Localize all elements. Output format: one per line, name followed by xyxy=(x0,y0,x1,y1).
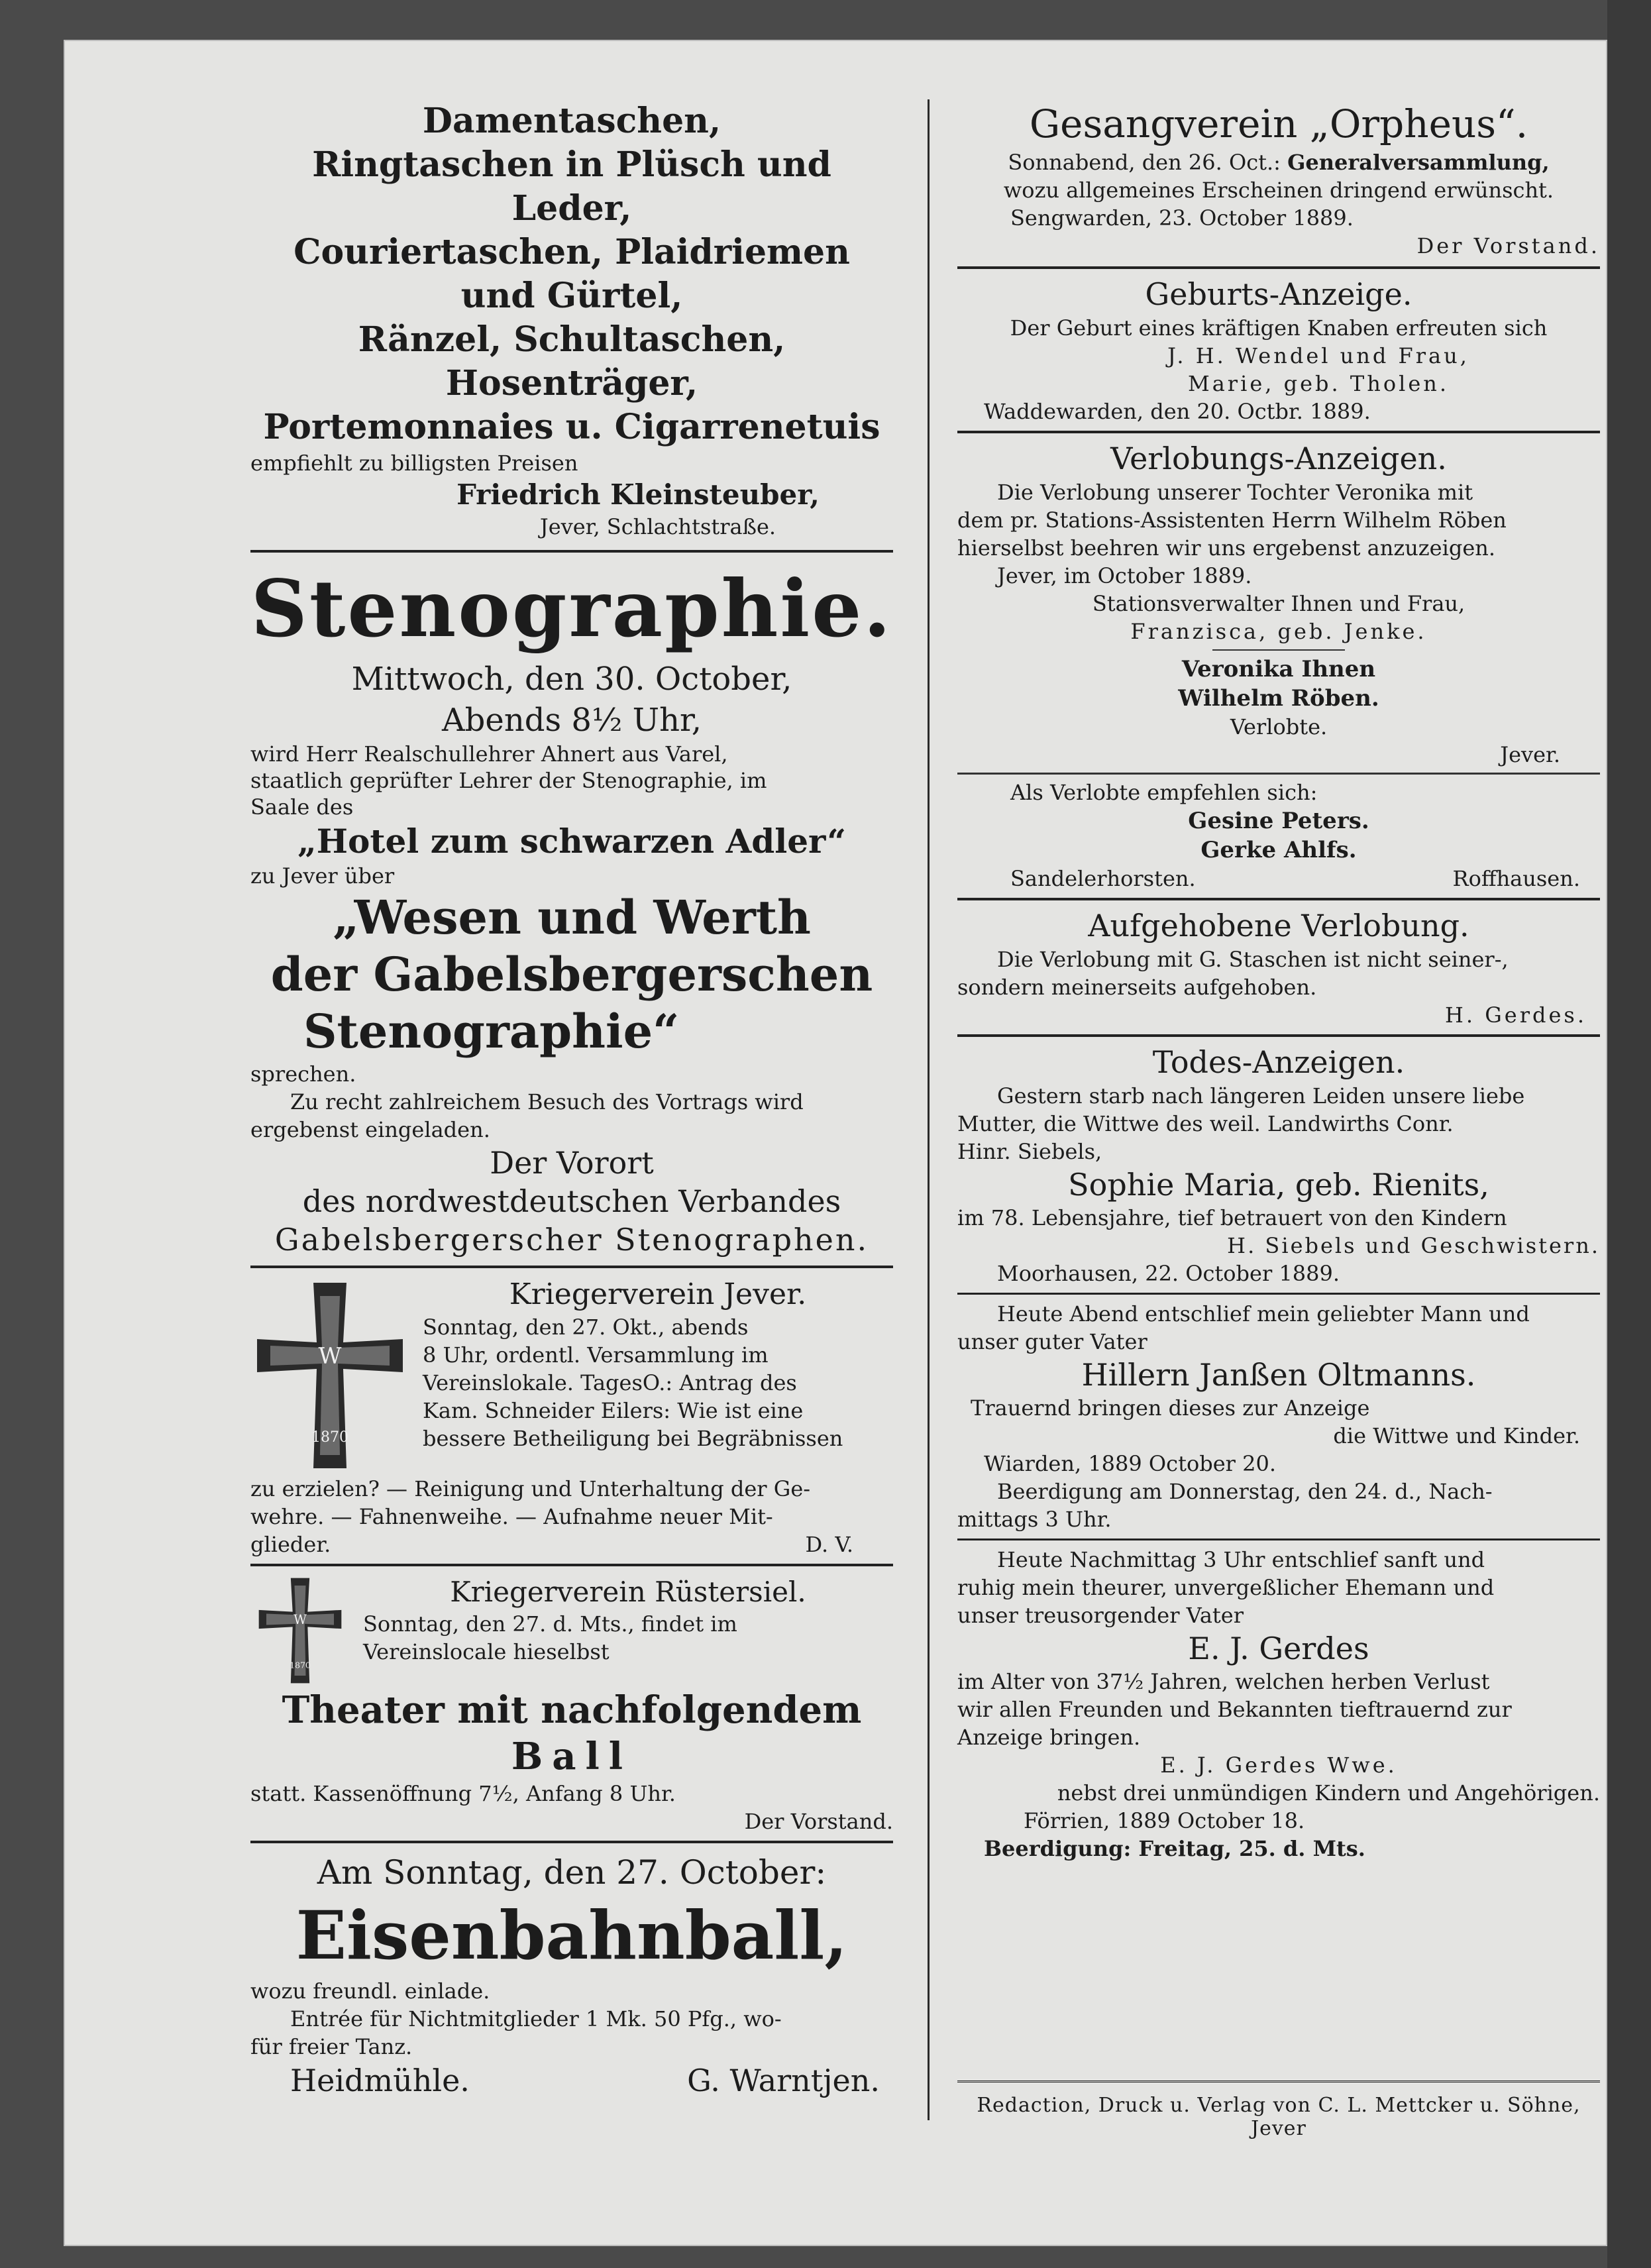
ad-line: wir allen Freunden und Bekannten tieftrauernd zur xyxy=(957,1697,1512,1722)
ad-aufgehobene-verlobung xyxy=(957,898,1600,1034)
ad-line: die Wittwe und Kinder. xyxy=(1333,1423,1580,1448)
deceased-name: Hillern Janßen Oltmanns. xyxy=(1081,1357,1476,1393)
event-headline: Theater mit nachfolgendem xyxy=(282,1688,862,1732)
ad-place: Jever. xyxy=(1500,742,1560,767)
footer-rule xyxy=(957,2080,1600,2082)
ad-line: Sengwarden, 23. October 1889. xyxy=(1010,205,1354,231)
merchant-address: Jever, Schlachtstraße. xyxy=(539,514,776,539)
ad-line: Couriertaschen, Plaidriemen xyxy=(293,232,850,272)
ad-line: Sonnabend, den 26. Oct.: xyxy=(1008,150,1281,175)
ad-stenographie xyxy=(250,550,893,1266)
lecture-title: der Gabelsbergerschen xyxy=(270,947,873,1002)
ad-line: Kam. Schneider Eilers: Wie ist eine xyxy=(423,1398,804,1423)
ad-line: H. Siebels und Geschwistern. xyxy=(1227,1233,1600,1258)
ad-body xyxy=(250,1276,893,1475)
ad-line: Sonntag, den 27. Okt., abends xyxy=(423,1315,749,1340)
ad-line: Die Verlobung mit G. Staschen ist nicht seiner-, xyxy=(997,947,1509,972)
ad-line: Vereinslocale hieselbst xyxy=(363,1639,610,1664)
ad-line: Zu recht zahlreichem Besuch des Vortrags wird xyxy=(290,1089,804,1114)
ad-line: Als Verlobte empfehlen sich: xyxy=(1010,780,1318,805)
lecture-title: Stenographie“ xyxy=(303,1004,680,1059)
event-headline: Ball xyxy=(511,1735,633,1778)
ad-title: Geburts-Anzeige. xyxy=(1145,276,1412,312)
ad-line: Damentaschen, xyxy=(422,101,721,141)
ad-line: staatlich geprüfter Lehrer der Stenographie, im xyxy=(250,768,767,793)
ad-signature: H. Gerdes. xyxy=(1444,1002,1587,1028)
ad-line: zu Jever über xyxy=(250,863,395,889)
ad-gerdes xyxy=(957,1539,1600,1863)
iron-cross-icon xyxy=(250,1574,350,1687)
ad-line: unser guter Vater xyxy=(957,1329,1147,1354)
betrothed-name: Veronika Ihnen xyxy=(1181,656,1376,682)
ad-line: im 78. Lebensjahre, tief betrauert von den Kindern xyxy=(957,1205,1507,1230)
lecture-title: „Wesen und Werth xyxy=(333,890,811,945)
ad-line: wird Herr Realschullehrer Ahnert aus Varel, xyxy=(250,741,728,767)
ad-line: Hinr. Siebels, xyxy=(957,1139,1102,1164)
ad-line: Förrien, 1889 October 18. xyxy=(1024,1808,1305,1833)
ad-orpheus xyxy=(957,99,1600,266)
ad-line: ruhig mein theurer, unvergeßlicher Ehemann und xyxy=(957,1575,1495,1600)
ad-headline: Eisenbahnball, xyxy=(295,1896,848,1974)
ad-line: Heute Nachmittag 3 Uhr entschlief sanft und xyxy=(997,1547,1485,1572)
ad-title: Kriegerverein Rüstersiel. xyxy=(450,1576,806,1608)
cross-letter: W xyxy=(293,1611,307,1627)
ad-signature: E. J. Gerdes Wwe. xyxy=(1160,1753,1397,1778)
ad-title: Gesangverein „Orpheus“. xyxy=(1029,101,1528,146)
ad-place: Heidmühle. xyxy=(290,2063,470,2098)
betrothed-name: Gerke Ahlfs. xyxy=(1200,837,1357,863)
ad-line: Jever, im October 1889. xyxy=(997,563,1252,588)
ad-line: Ringtaschen in Plüsch und Leder, xyxy=(312,144,831,229)
ad-line: sprechen. xyxy=(250,1061,356,1087)
ad-title: Aufgehobene Verlobung. xyxy=(1088,908,1469,944)
ad-signature: Der Vorstand. xyxy=(744,1809,893,1834)
ad-title: Kriegerverein Jever. xyxy=(509,1277,807,1311)
cross-letter: W xyxy=(318,1343,342,1370)
ad-line: Am Sonntag, den 27. October: xyxy=(317,1853,827,1892)
ad-eisenbahnball xyxy=(250,1841,893,2100)
ad-line: für freier Tanz. xyxy=(250,2034,413,2059)
ad-line: und Gürtel, xyxy=(460,276,683,316)
ad-place: Sandelerhorsten. xyxy=(1010,866,1196,891)
ad-line: Mutter, die Wittwe des weil. Landwirths Conr. xyxy=(957,1111,1454,1136)
ad-line: 8 Uhr, ordentl. Versammlung im xyxy=(423,1342,769,1368)
scan-border xyxy=(1607,0,1651,2268)
imprint: Redaction, Druck u. Verlag von C. L. Mettcker u. Söhne, Jever xyxy=(977,2094,1581,2140)
ad-line: Vereinslokale. TagesO.: Antrag des xyxy=(423,1370,797,1395)
ad-line: Anzeige bringen. xyxy=(957,1725,1141,1750)
ad-row xyxy=(250,1531,893,1558)
ad-line: Portemonnaies u. Cigarrenetuis xyxy=(263,407,880,447)
ad-signature: Der Vorstand. xyxy=(1416,233,1600,258)
ad-line: Der Geburt eines kräftigen Knaben erfreuten sich xyxy=(1010,315,1548,341)
ad-row xyxy=(250,2061,893,2100)
betrothed-name: Gesine Peters. xyxy=(1188,808,1369,834)
ad-line: mittags 3 Uhr. xyxy=(957,1507,1112,1532)
ad-line: Beerdigung: Freitag, 25. d. Mts. xyxy=(984,1836,1365,1861)
ad-line: empfiehlt zu billigsten Preisen xyxy=(250,451,578,476)
cross-year: 1870 xyxy=(290,1660,311,1670)
ad-line: Gestern starb nach längeren Leiden unsere liebe xyxy=(997,1083,1525,1108)
ad-line: glieder. xyxy=(250,1532,331,1557)
ad-damentaschen xyxy=(250,99,893,550)
ad-title: Verlobungs-Anzeigen. xyxy=(1110,441,1447,476)
ad-line: im Alter von 37½ Jahren, welchen herben Verlust xyxy=(957,1669,1490,1694)
ad-line: Entrée für Nichtmitglieder 1 Mk. 50 Pfg., wo- xyxy=(290,2006,782,2031)
ad-line: Trauernd bringen dieses zur Anzeige xyxy=(971,1395,1370,1421)
deceased-name: E. J. Gerdes xyxy=(1188,1631,1369,1666)
ad-line: Franzisca, geb. Jenke. xyxy=(1130,619,1427,644)
ad-body xyxy=(250,1574,893,1687)
ad-line: Verlobte. xyxy=(1230,714,1328,739)
merchant-name: Friedrich Kleinsteuber, xyxy=(456,478,820,511)
ad-line: sondern meinerseits aufgehoben. xyxy=(957,975,1317,1000)
ad-headline: Stenographie. xyxy=(250,563,893,655)
ad-oltmanns xyxy=(957,1293,1600,1539)
iron-cross-icon xyxy=(250,1276,409,1475)
ad-line: wozu freundl. einlade. xyxy=(250,1978,490,2004)
deceased-name: Sophie Maria, geb. Rienits, xyxy=(1068,1167,1489,1203)
ad-line: Abends 8½ Uhr, xyxy=(442,702,702,739)
ad-kriegerverein-jever xyxy=(250,1266,893,1564)
ad-line: nebst drei unmündigen Kindern und Angehörigen. xyxy=(1057,1780,1600,1806)
ad-line: Saale des xyxy=(250,794,354,820)
ad-line: ergebenst eingeladen. xyxy=(250,1117,490,1142)
ad-line: Gabelsbergerscher Stenographen. xyxy=(274,1222,869,1258)
ad-emphasis: Generalversammlung, xyxy=(1287,150,1550,175)
ad-row xyxy=(957,865,1600,892)
ad-line: Heute Abend entschlief mein geliebter Mann und xyxy=(997,1301,1530,1326)
left-column xyxy=(250,99,893,2100)
ad-line: statt. Kassenöffnung 7½, Anfang 8 Uhr. xyxy=(250,1781,676,1806)
ad-line: wehre. — Fahnenweihe. — Aufnahme neuer Mit- xyxy=(250,1504,773,1529)
ad-place: Roffhausen. xyxy=(1452,866,1580,891)
ad-kriegerverein-ruestersiel xyxy=(250,1564,893,1841)
ad-geburt xyxy=(957,266,1600,431)
ad-line: Beerdigung am Donnerstag, den 24. d., Nach- xyxy=(997,1479,1493,1504)
betrothed-name: Wilhelm Röben. xyxy=(1178,685,1379,712)
ad-line: Sonntag, den 27. d. Mts., findet im xyxy=(363,1611,737,1637)
ad-todes-anzeigen xyxy=(957,1034,1600,1293)
venue-name: „Hotel zum schwarzen Adler“ xyxy=(297,822,846,861)
ad-line: des nordwestdeutschen Verbandes xyxy=(302,1183,841,1219)
ad-title: Todes-Anzeigen. xyxy=(1152,1044,1405,1080)
ad-line: bessere Betheiligung bei Begräbnissen xyxy=(423,1426,843,1451)
ad-line: J. H. Wendel und Frau, xyxy=(1167,343,1469,368)
right-column xyxy=(957,99,1600,1863)
ad-line: wozu allgemeines Erscheinen dringend erwünscht. xyxy=(1003,178,1554,203)
cross-year: 1870 xyxy=(311,1429,348,1446)
ad-line: zu erzielen? — Reinigung und Unterhaltung der Ge- xyxy=(250,1476,811,1501)
ad-line: hierselbst beehren wir uns ergebenst anzuzeigen. xyxy=(957,535,1496,561)
ad-line: Moorhausen, 22. October 1889. xyxy=(997,1261,1340,1286)
ad-signature: G. Warntjen. xyxy=(687,2063,880,2098)
ad-line: unser treusorgender Vater xyxy=(957,1603,1244,1628)
ad-line: Wiarden, 1889 October 20. xyxy=(984,1451,1276,1476)
ad-line: Marie, geb. Tholen. xyxy=(1187,371,1450,396)
column-divider xyxy=(928,99,930,2120)
ad-line: Waddewarden, den 20. Octbr. 1889. xyxy=(984,399,1371,424)
ad-line: Mittwoch, den 30. October, xyxy=(351,661,792,698)
ad-line: dem pr. Stations-Assistenten Herrn Wilhelm Röben xyxy=(957,508,1507,533)
ad-line: Die Verlobung unserer Tochter Veronika mit xyxy=(997,480,1473,505)
ad-line: Ränzel, Schultaschen, Hosenträger, xyxy=(358,319,786,404)
ad-verlobung xyxy=(957,431,1600,898)
ad-line: Stationsverwalter Ihnen und Frau, xyxy=(1092,591,1465,616)
ad-signature: D. V. xyxy=(805,1532,853,1557)
ad-line: Der Vorort xyxy=(490,1145,654,1181)
